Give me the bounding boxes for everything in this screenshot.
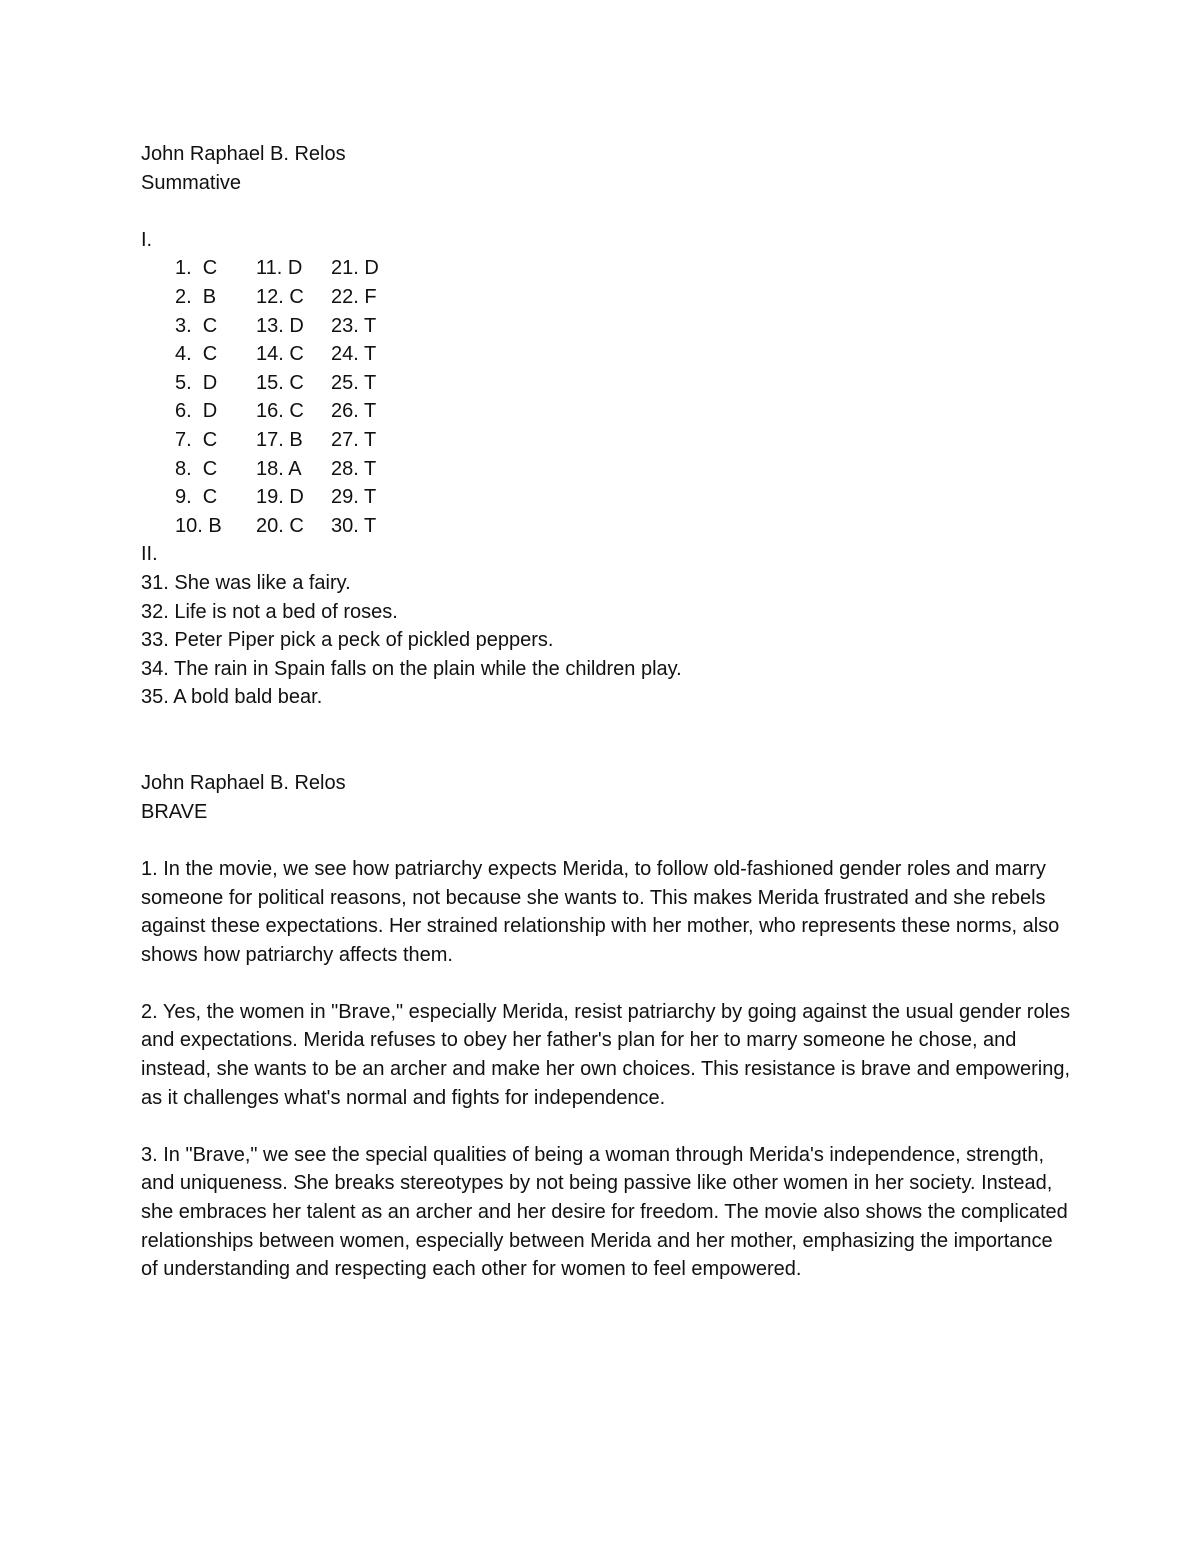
- answer-key: [141, 254, 1071, 540]
- answer-item: 25. T: [331, 371, 377, 394]
- answer-item: 16. C: [256, 400, 304, 423]
- answer-item: 2. B: [175, 285, 217, 308]
- answer-item: 27. T: [331, 428, 377, 451]
- answer-item: 30. T: [331, 514, 377, 537]
- spacer: [141, 826, 1071, 855]
- answer-item: 3. C: [175, 314, 218, 337]
- spacer: [141, 712, 1071, 741]
- sentence-item: 33. Peter Piper pick a peck of pickled peppers.: [141, 629, 554, 652]
- answer-row: [141, 254, 1071, 283]
- answer-paragraph: 3. In "Brave," we see the special qualities of being a woman through Merida's independence, strength, and uniqueness. She breaks stereotypes by not being passive like other women in her society. Instead, she embraces her talent as an archer and her desire for freedom. The movie also shows the complicated relationships between women, especially between Merida and her mother, emphasizing the importance of understanding and respecting each other for women to feel empowered.: [141, 1143, 1068, 1281]
- answer-item: 7. C: [175, 428, 218, 451]
- answer-item: 9. C: [175, 486, 218, 509]
- answer-item: 12. C: [256, 285, 304, 308]
- answer-paragraph: 2. Yes, the women in "Brave," especially Merida, resist patriarchy by going against the usual gender roles and expectations. Merida refuses to obey her father's plan for her to marry someone he chose, and instead, she wants to be an archer and make her own choices. This resistance is brave and empowering, as it challenges what's normal and fights for independence.: [141, 1000, 1071, 1109]
- answer-row: [141, 397, 1071, 426]
- spacer: [141, 741, 1071, 770]
- answer-item: 1. C: [175, 257, 218, 280]
- answer-row: [141, 426, 1071, 455]
- answer-item: 20. C: [256, 514, 304, 537]
- answer-paragraph: 1. In the movie, we see how patriarchy expects Merida, to follow old-fashioned gender roles and marry someone for political reasons, not because she wants to. This makes Merida frustrated and she rebels against these expectations. Her strained relationship with her mother, who represents these norms, also shows how patriarchy affects them.: [141, 857, 1060, 966]
- answer-item: 21. D: [331, 257, 379, 280]
- brave-title: BRAVE: [141, 800, 208, 823]
- answer-item: 26. T: [331, 400, 377, 423]
- answer-item: 17. B: [256, 428, 303, 451]
- answer-item: 11. D: [256, 257, 303, 280]
- answer-item: 24. T: [331, 343, 377, 366]
- answer-item: 8. C: [175, 457, 218, 480]
- author-name: John Raphael B. Relos: [141, 772, 346, 795]
- section-2-label: II.: [141, 543, 158, 566]
- answer-item: 29. T: [331, 486, 377, 509]
- section-1-label: I.: [141, 228, 153, 251]
- sentence-item: 31. She was like a fairy.: [141, 571, 351, 594]
- answer-row: [141, 455, 1071, 484]
- answer-row: [141, 312, 1071, 341]
- answer-item: 13. D: [256, 314, 304, 337]
- answer-item: 19. D: [256, 486, 304, 509]
- author-name: John Raphael B. Relos: [141, 143, 346, 165]
- sentence-item: 35. A bold bald bear.: [141, 686, 323, 709]
- answer-item: 15. C: [256, 371, 304, 394]
- answer-item: 23. T: [331, 314, 377, 337]
- answer-row: [141, 340, 1071, 369]
- document-page: [141, 140, 1071, 1284]
- answer-row: [141, 483, 1071, 512]
- answer-item: 14. C: [256, 343, 304, 366]
- answer-row: [141, 283, 1071, 312]
- sentence-item: 32. Life is not a bed of roses.: [141, 600, 398, 623]
- spacer: [141, 1112, 1071, 1141]
- answer-item: 18. A: [256, 457, 302, 480]
- answer-item: 6. D: [175, 400, 218, 423]
- answer-item: 5. D: [175, 371, 218, 394]
- spacer: [141, 197, 1071, 226]
- answer-item: 22. F: [331, 285, 377, 308]
- answer-item: 28. T: [331, 457, 377, 480]
- summative-title: Summative: [141, 171, 242, 194]
- answer-row: [141, 512, 1071, 541]
- answer-item: 4. C: [175, 343, 218, 366]
- sentence-item: 34. The rain in Spain falls on the plain while the children play.: [141, 657, 682, 680]
- spacer: [141, 969, 1071, 998]
- answer-item: 10. B: [175, 514, 222, 537]
- answer-row: [141, 369, 1071, 398]
